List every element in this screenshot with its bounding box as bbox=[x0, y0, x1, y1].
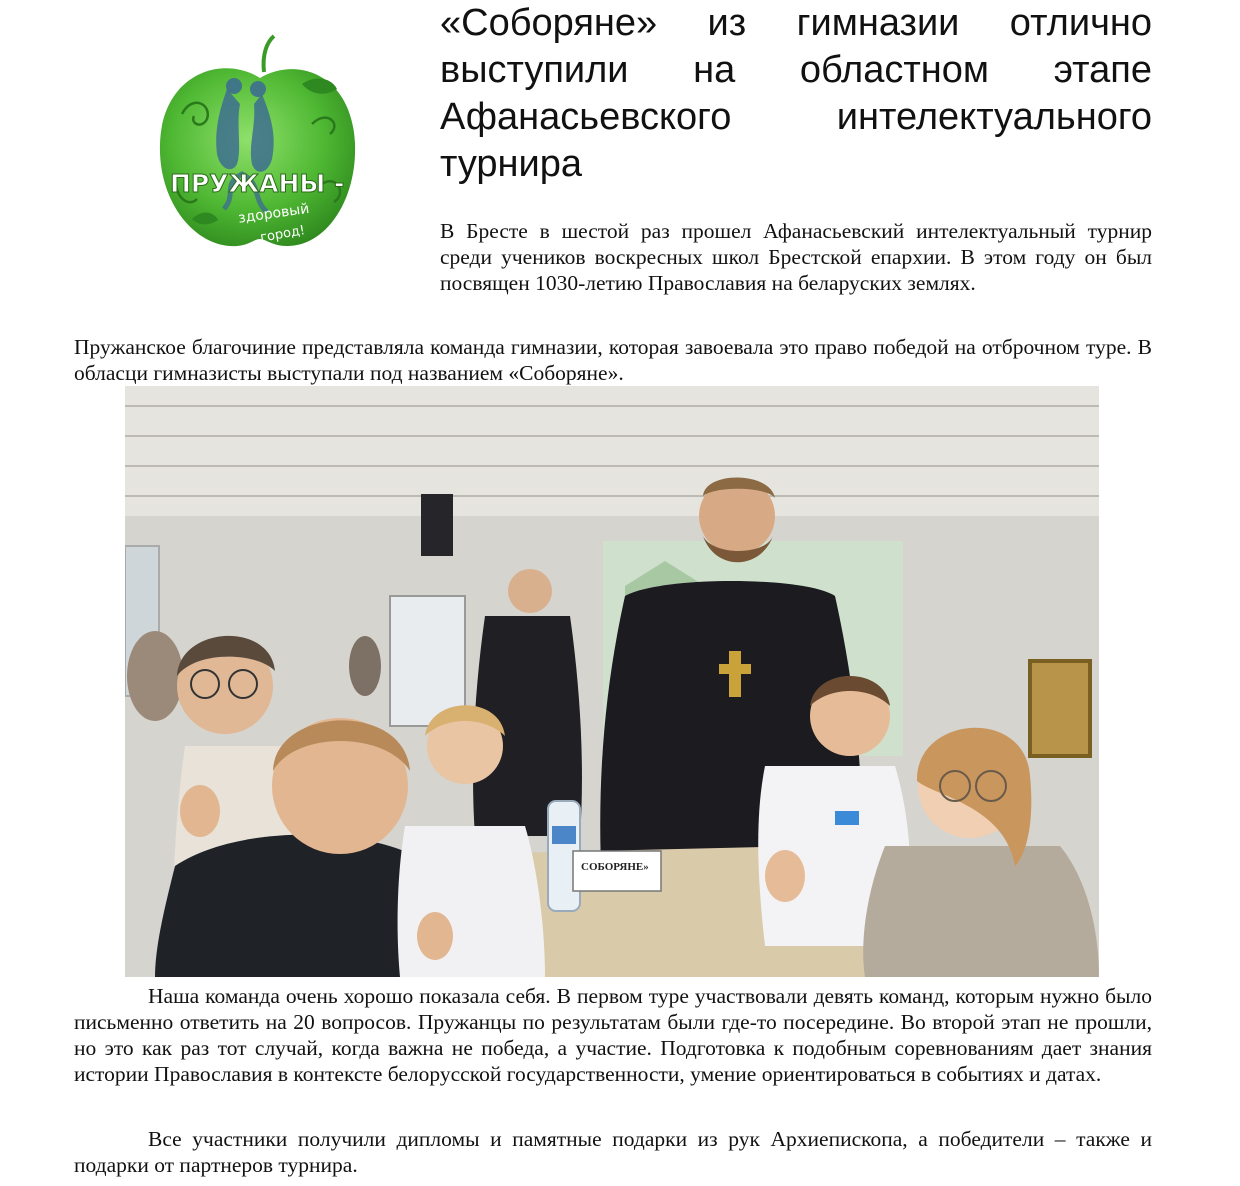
logo-subtitle-text: здоровый bbox=[237, 200, 311, 227]
logo-subtitle-text-2: город! bbox=[259, 223, 307, 246]
article-paragraph-2: Пружанское благочиние представляла команда гимназии, которая завоевала это право победой на отброчном туре. В облаcци гимназисты выступали под названием «Соборяне». bbox=[74, 335, 1152, 385]
article-title: «Соборяне» из гимназии отлично выступили на областном этапе Афанасьевского интелектуального турнира bbox=[440, 2, 1152, 185]
article-paragraph-3: Наша команда очень хорошо показала себя. В первом туре участвовали девять команд, которым нужно было письменно ответить на 20 вопросов. Пружанцы по результатам были где-то посередине. Во второй этап не прошли, но это как раз тот случай, когда важна не победа, а участие. Подготовка к подобным соревнованиям дает знания истории Православия в контексте белорусской государственности, умение ориентироваться в событиях и датах. bbox=[74, 984, 1152, 1086]
table-name-card-text: СОБОРЯНЕ» bbox=[581, 861, 649, 873]
logo-title-text: ПРУЖАНЫ - bbox=[170, 169, 345, 198]
article-paragraph-4: Все участники получили дипломы и памятные подарки из рук Архиепископа, а победители – также и подарки от партнеров турнира. bbox=[74, 1127, 1152, 1177]
article-intro: В Бресте в шестой раз прошел Афанасьевский интелектуальный турнир среди учеников воскресных школ Брестской епархии. В этом году он был посвящен 1030-летию Православия на беларуских землях. bbox=[440, 219, 1152, 295]
team-photo bbox=[125, 386, 1099, 977]
pruzhany-healthy-city-logo bbox=[152, 34, 367, 256]
